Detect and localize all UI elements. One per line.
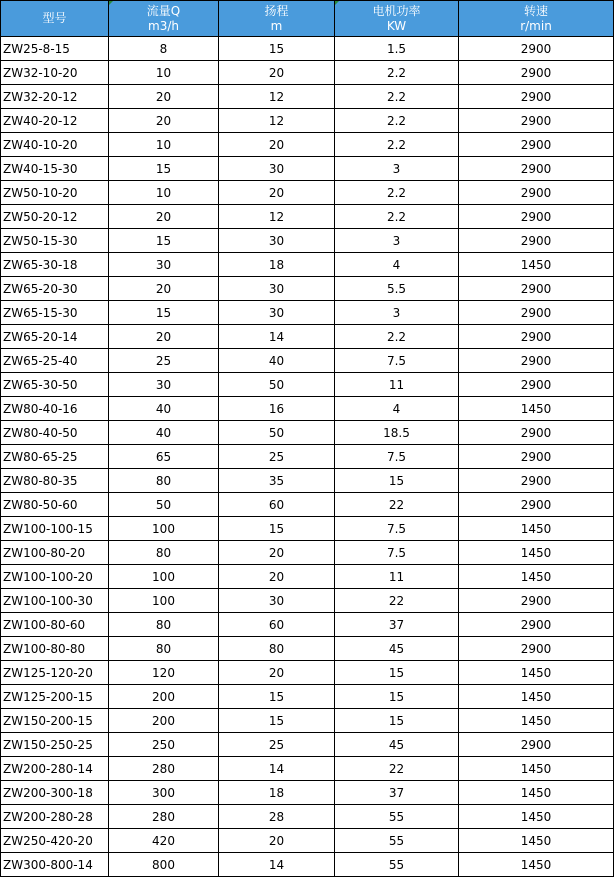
cell-flow: 800 xyxy=(109,853,219,877)
cell-power: 45 xyxy=(335,637,459,661)
cell-model: ZW100-100-30 xyxy=(1,589,109,613)
cell-model: ZW40-10-20 xyxy=(1,133,109,157)
cell-head: 20 xyxy=(219,541,335,565)
cell-power: 2.2 xyxy=(335,205,459,229)
cell-head: 30 xyxy=(219,301,335,325)
cell-power: 55 xyxy=(335,829,459,853)
cell-speed: 2900 xyxy=(459,613,614,637)
header-speed xyxy=(459,1,614,37)
cell-power: 2.2 xyxy=(335,325,459,349)
cell-speed: 2900 xyxy=(459,133,614,157)
cell-model: ZW250-420-20 xyxy=(1,829,109,853)
cell-flow: 20 xyxy=(109,205,219,229)
cell-head: 20 xyxy=(219,565,335,589)
cell-head: 30 xyxy=(219,589,335,613)
cell-power: 3 xyxy=(335,301,459,325)
cell-power: 7.5 xyxy=(335,541,459,565)
cell-speed: 2900 xyxy=(459,493,614,517)
cell-speed: 2900 xyxy=(459,589,614,613)
cell-speed: 1450 xyxy=(459,517,614,541)
table-row xyxy=(1,205,614,229)
cell-model: ZW150-250-25 xyxy=(1,733,109,757)
table-row xyxy=(1,85,614,109)
cell-head: 30 xyxy=(219,277,335,301)
cell-head: 18 xyxy=(219,781,335,805)
cell-model: ZW65-25-40 xyxy=(1,349,109,373)
cell-head: 14 xyxy=(219,853,335,877)
cell-power: 15 xyxy=(335,469,459,493)
table-body xyxy=(1,37,614,877)
table-row xyxy=(1,733,614,757)
cell-model: ZW65-20-30 xyxy=(1,277,109,301)
table-row xyxy=(1,709,614,733)
table-row xyxy=(1,157,614,181)
table-row xyxy=(1,757,614,781)
cell-flow: 80 xyxy=(109,613,219,637)
cell-head: 14 xyxy=(219,325,335,349)
cell-power: 18.5 xyxy=(335,421,459,445)
cell-speed: 2900 xyxy=(459,61,614,85)
cell-speed: 2900 xyxy=(459,205,614,229)
table-row xyxy=(1,301,614,325)
cell-model: ZW80-40-16 xyxy=(1,397,109,421)
cell-head: 20 xyxy=(219,133,335,157)
cell-flow: 200 xyxy=(109,709,219,733)
cell-speed: 2900 xyxy=(459,157,614,181)
cell-flow: 20 xyxy=(109,277,219,301)
cell-speed: 1450 xyxy=(459,805,614,829)
table-row xyxy=(1,589,614,613)
cell-flow: 20 xyxy=(109,109,219,133)
cell-head: 30 xyxy=(219,229,335,253)
cell-model: ZW50-20-12 xyxy=(1,205,109,229)
table-row xyxy=(1,421,614,445)
cell-model: ZW200-280-14 xyxy=(1,757,109,781)
table-row xyxy=(1,373,614,397)
cell-power: 11 xyxy=(335,373,459,397)
cell-speed: 2900 xyxy=(459,277,614,301)
table-row xyxy=(1,613,614,637)
table-row xyxy=(1,229,614,253)
cell-speed: 1450 xyxy=(459,757,614,781)
cell-speed: 1450 xyxy=(459,853,614,877)
cell-model: ZW65-15-30 xyxy=(1,301,109,325)
cell-head: 50 xyxy=(219,421,335,445)
header-flow-label: 流量Q xyxy=(146,3,181,18)
header-head-label: 扬程 xyxy=(264,3,289,18)
header-head xyxy=(219,1,335,37)
cell-power: 3 xyxy=(335,157,459,181)
cell-model: ZW200-280-28 xyxy=(1,805,109,829)
table-row xyxy=(1,61,614,85)
table-row xyxy=(1,565,614,589)
table-row xyxy=(1,133,614,157)
cell-head: 20 xyxy=(219,181,335,205)
cell-power: 22 xyxy=(335,589,459,613)
cell-head: 15 xyxy=(219,37,335,61)
cell-model: ZW100-80-80 xyxy=(1,637,109,661)
cell-speed: 1450 xyxy=(459,397,614,421)
cell-head: 12 xyxy=(219,85,335,109)
cell-head: 18 xyxy=(219,253,335,277)
cell-model: ZW50-15-30 xyxy=(1,229,109,253)
cell-flow: 100 xyxy=(109,589,219,613)
cell-power: 22 xyxy=(335,757,459,781)
cell-head: 50 xyxy=(219,373,335,397)
cell-power: 55 xyxy=(335,853,459,877)
cell-power: 37 xyxy=(335,781,459,805)
header-power xyxy=(335,1,459,37)
cell-power: 37 xyxy=(335,613,459,637)
cell-model: ZW200-300-18 xyxy=(1,781,109,805)
comment-marker-icon xyxy=(335,1,339,5)
cell-model: ZW100-100-20 xyxy=(1,565,109,589)
cell-flow: 50 xyxy=(109,493,219,517)
cell-speed: 2900 xyxy=(459,421,614,445)
cell-head: 15 xyxy=(219,685,335,709)
header-model xyxy=(1,1,109,37)
table-row xyxy=(1,781,614,805)
cell-speed: 1450 xyxy=(459,709,614,733)
cell-flow: 10 xyxy=(109,133,219,157)
table-row xyxy=(1,853,614,877)
cell-speed: 2900 xyxy=(459,109,614,133)
cell-power: 7.5 xyxy=(335,517,459,541)
cell-flow: 80 xyxy=(109,541,219,565)
cell-power: 1.5 xyxy=(335,37,459,61)
cell-head: 20 xyxy=(219,61,335,85)
cell-head: 15 xyxy=(219,709,335,733)
cell-speed: 1450 xyxy=(459,253,614,277)
cell-flow: 15 xyxy=(109,229,219,253)
cell-flow: 200 xyxy=(109,685,219,709)
cell-power: 45 xyxy=(335,733,459,757)
cell-flow: 40 xyxy=(109,421,219,445)
table-row xyxy=(1,685,614,709)
cell-speed: 2900 xyxy=(459,637,614,661)
cell-power: 2.2 xyxy=(335,181,459,205)
cell-power: 7.5 xyxy=(335,445,459,469)
cell-model: ZW65-30-18 xyxy=(1,253,109,277)
cell-model: ZW100-100-15 xyxy=(1,517,109,541)
cell-power: 4 xyxy=(335,397,459,421)
cell-model: ZW80-50-60 xyxy=(1,493,109,517)
cell-speed: 2900 xyxy=(459,181,614,205)
header-model-label: 型号 xyxy=(42,11,67,25)
cell-flow: 120 xyxy=(109,661,219,685)
cell-model: ZW100-80-60 xyxy=(1,613,109,637)
table-row xyxy=(1,109,614,133)
cell-head: 28 xyxy=(219,805,335,829)
cell-flow: 25 xyxy=(109,349,219,373)
cell-model: ZW125-200-15 xyxy=(1,685,109,709)
cell-flow: 80 xyxy=(109,637,219,661)
cell-model: ZW40-15-30 xyxy=(1,157,109,181)
table-row xyxy=(1,445,614,469)
cell-power: 3 xyxy=(335,229,459,253)
comment-marker-icon xyxy=(109,1,113,5)
cell-power: 2.2 xyxy=(335,61,459,85)
table-row xyxy=(1,181,614,205)
header-flow-unit: m3/h xyxy=(148,18,179,33)
cell-flow: 40 xyxy=(109,397,219,421)
cell-power: 5.5 xyxy=(335,277,459,301)
cell-flow: 100 xyxy=(109,517,219,541)
cell-head: 20 xyxy=(219,661,335,685)
cell-model: ZW32-10-20 xyxy=(1,61,109,85)
cell-speed: 2900 xyxy=(459,349,614,373)
table-row xyxy=(1,277,614,301)
cell-flow: 30 xyxy=(109,253,219,277)
cell-power: 4 xyxy=(335,253,459,277)
cell-head: 20 xyxy=(219,829,335,853)
cell-model: ZW65-30-50 xyxy=(1,373,109,397)
cell-flow: 10 xyxy=(109,61,219,85)
cell-flow: 65 xyxy=(109,445,219,469)
cell-speed: 2900 xyxy=(459,85,614,109)
table-row xyxy=(1,637,614,661)
cell-head: 60 xyxy=(219,613,335,637)
cell-power: 15 xyxy=(335,661,459,685)
cell-model: ZW50-10-20 xyxy=(1,181,109,205)
header-flow xyxy=(109,1,219,37)
cell-head: 12 xyxy=(219,109,335,133)
cell-head: 15 xyxy=(219,517,335,541)
cell-speed: 2900 xyxy=(459,445,614,469)
cell-speed: 2900 xyxy=(459,229,614,253)
cell-speed: 2900 xyxy=(459,37,614,61)
cell-flow: 250 xyxy=(109,733,219,757)
table-row xyxy=(1,541,614,565)
cell-speed: 1450 xyxy=(459,829,614,853)
header-power-unit: KW xyxy=(386,18,407,33)
cell-model: ZW65-20-14 xyxy=(1,325,109,349)
table-row xyxy=(1,349,614,373)
cell-model: ZW80-40-50 xyxy=(1,421,109,445)
header-speed-label: 转速 xyxy=(523,3,548,18)
cell-power: 2.2 xyxy=(335,85,459,109)
cell-flow: 20 xyxy=(109,85,219,109)
cell-flow: 20 xyxy=(109,325,219,349)
cell-power: 2.2 xyxy=(335,109,459,133)
cell-model: ZW25-8-15 xyxy=(1,37,109,61)
cell-speed: 2900 xyxy=(459,733,614,757)
table-row xyxy=(1,661,614,685)
header-power-label: 电机功率 xyxy=(372,3,421,18)
cell-head: 25 xyxy=(219,445,335,469)
cell-flow: 15 xyxy=(109,157,219,181)
cell-head: 40 xyxy=(219,349,335,373)
cell-speed: 2900 xyxy=(459,469,614,493)
cell-model: ZW300-800-14 xyxy=(1,853,109,877)
cell-model: ZW80-80-35 xyxy=(1,469,109,493)
cell-head: 30 xyxy=(219,157,335,181)
cell-model: ZW32-20-12 xyxy=(1,85,109,109)
cell-speed: 2900 xyxy=(459,373,614,397)
cell-head: 60 xyxy=(219,493,335,517)
cell-flow: 280 xyxy=(109,757,219,781)
cell-model: ZW80-65-25 xyxy=(1,445,109,469)
cell-head: 14 xyxy=(219,757,335,781)
cell-speed: 1450 xyxy=(459,565,614,589)
cell-head: 80 xyxy=(219,637,335,661)
cell-model: ZW150-200-15 xyxy=(1,709,109,733)
cell-flow: 8 xyxy=(109,37,219,61)
cell-speed: 1450 xyxy=(459,781,614,805)
table-row xyxy=(1,469,614,493)
header-speed-unit: r/min xyxy=(520,18,552,33)
cell-speed: 2900 xyxy=(459,301,614,325)
cell-model: ZW40-20-12 xyxy=(1,109,109,133)
cell-flow: 420 xyxy=(109,829,219,853)
cell-power: 11 xyxy=(335,565,459,589)
table-row xyxy=(1,37,614,61)
cell-power: 22 xyxy=(335,493,459,517)
table-row xyxy=(1,805,614,829)
cell-speed: 1450 xyxy=(459,685,614,709)
table-row xyxy=(1,397,614,421)
table-row xyxy=(1,493,614,517)
cell-power: 15 xyxy=(335,685,459,709)
cell-power: 55 xyxy=(335,805,459,829)
cell-head: 12 xyxy=(219,205,335,229)
cell-flow: 300 xyxy=(109,781,219,805)
table-row xyxy=(1,325,614,349)
cell-head: 16 xyxy=(219,397,335,421)
cell-flow: 80 xyxy=(109,469,219,493)
header-row xyxy=(1,1,614,37)
cell-power: 15 xyxy=(335,709,459,733)
cell-speed: 2900 xyxy=(459,325,614,349)
cell-power: 7.5 xyxy=(335,349,459,373)
cell-flow: 15 xyxy=(109,301,219,325)
cell-flow: 100 xyxy=(109,565,219,589)
cell-head: 25 xyxy=(219,733,335,757)
table-row xyxy=(1,829,614,853)
cell-flow: 10 xyxy=(109,181,219,205)
cell-flow: 280 xyxy=(109,805,219,829)
cell-speed: 1450 xyxy=(459,541,614,565)
cell-model: ZW100-80-20 xyxy=(1,541,109,565)
cell-power: 2.2 xyxy=(335,133,459,157)
cell-speed: 1450 xyxy=(459,661,614,685)
header-head-unit: m xyxy=(270,18,283,33)
table-row xyxy=(1,517,614,541)
cell-head: 35 xyxy=(219,469,335,493)
cell-flow: 30 xyxy=(109,373,219,397)
cell-model: ZW125-120-20 xyxy=(1,661,109,685)
table-row xyxy=(1,253,614,277)
